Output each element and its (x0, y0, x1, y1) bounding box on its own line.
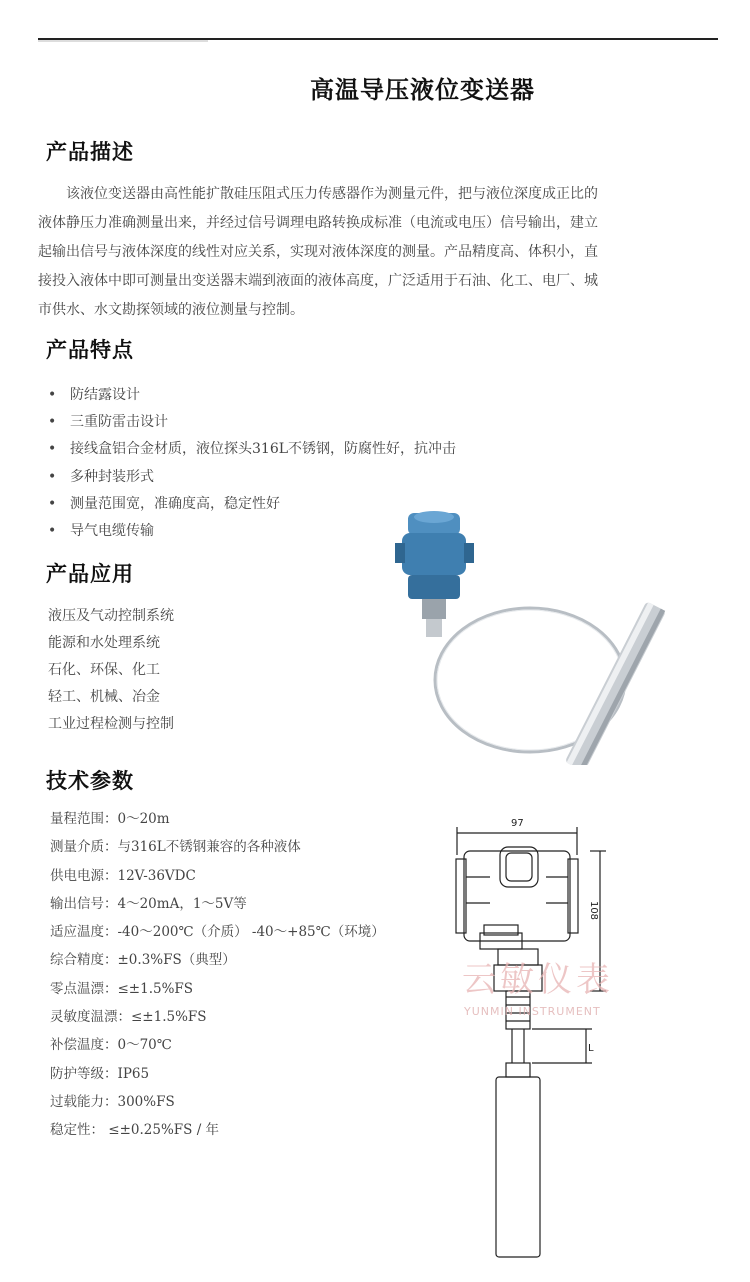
spec-item: 综合精度：±0.3%FS（典型） (50, 952, 236, 969)
application-item: 石化、环保、化工 (48, 662, 160, 678)
product-photo (380, 505, 710, 765)
application-item: 工业过程检测与控制 (48, 716, 174, 732)
bullet-icon: • (48, 468, 57, 485)
bullet-icon: • (48, 414, 57, 431)
spec-item: 供电电源：12V-36VDC (50, 867, 196, 884)
feature-item: • 防结露设计 (48, 382, 456, 409)
application-item: 液压及气动控制系统 (48, 608, 174, 624)
spec-item: 量程范围：0～20m (50, 811, 170, 827)
dimension-label-height: 108 (588, 900, 600, 921)
feature-item: • 多种封装形式 (48, 464, 456, 491)
feature-item: • 接线盒铝合金材质，液位探头316L不锈钢，防腐性好，抗冲击 (48, 436, 456, 463)
section-heading-applications: 产品应用 (46, 562, 134, 586)
dimension-label-width: 97 (511, 818, 524, 829)
top-divider-accent (38, 40, 208, 42)
spec-item: 补偿温度：0～70℃ (50, 1037, 172, 1054)
application-item: 轻工、机械、冶金 (48, 689, 160, 705)
spec-item: 输出信号：4～20mA，1～5V等 (50, 895, 247, 912)
watermark-cn: 云敏仪表 (462, 960, 614, 1000)
application-list (48, 603, 174, 738)
dimension-label-length: L (588, 1043, 594, 1054)
spec-item: 稳定性： ≤±0.25%FS / 年 (50, 1122, 220, 1139)
feature-item: • 导气电缆传输 (48, 518, 456, 545)
feature-item: • 三重防雷击设计 (48, 409, 456, 436)
spec-list (50, 805, 385, 1145)
bullet-icon: • (48, 441, 57, 458)
section-heading-features: 产品特点 (46, 338, 134, 362)
section-heading-specs: 技术参数 (46, 769, 134, 793)
dimension-drawing (440, 815, 640, 1265)
bullet-icon: • (48, 523, 57, 540)
bullet-icon: • (48, 495, 57, 512)
spec-item: 过载能力：300%FS (50, 1093, 175, 1110)
section-heading-description: 产品描述 (46, 140, 134, 164)
spec-item: 防护等级：IP65 (50, 1065, 150, 1082)
spec-item: 灵敏度温漂：≤±1.5%FS (50, 1009, 207, 1026)
spec-item: 零点温漂：≤±1.5%FS (50, 980, 194, 997)
feature-item: • 测量范围宽，准确度高，稳定性好 (48, 491, 456, 518)
page-title: 高温导压液位变送器 (310, 76, 535, 104)
spec-item: 适应温度：-40～200℃（介质） -40～+85℃（环境） (50, 924, 385, 941)
watermark-en: YUNMIN INSTRUMENT (464, 1005, 601, 1018)
bullet-icon: • (48, 387, 57, 403)
description-text: 该液位变送器由高性能扩散硅压阻式压力传感器作为测量元件，把与液位深度成正比的液体静压力准确测量出来，并经过信号调理电路转换成标准（电流或电压）信号输出，建立起输出信号与液体深度的线性对应关系，实现对液体深度的测量。产品精度高、体积小，直接投入液体中即可测量出变送器末端到液面的液体高度，广泛适用于石油、化工、电厂、城市供水、水文勘探领域的液位测量与控制。 (38, 186, 598, 318)
application-item: 能源和水处理系统 (48, 635, 160, 651)
spec-item: 测量介质：与316L不锈钢兼容的各种液体 (50, 839, 301, 856)
